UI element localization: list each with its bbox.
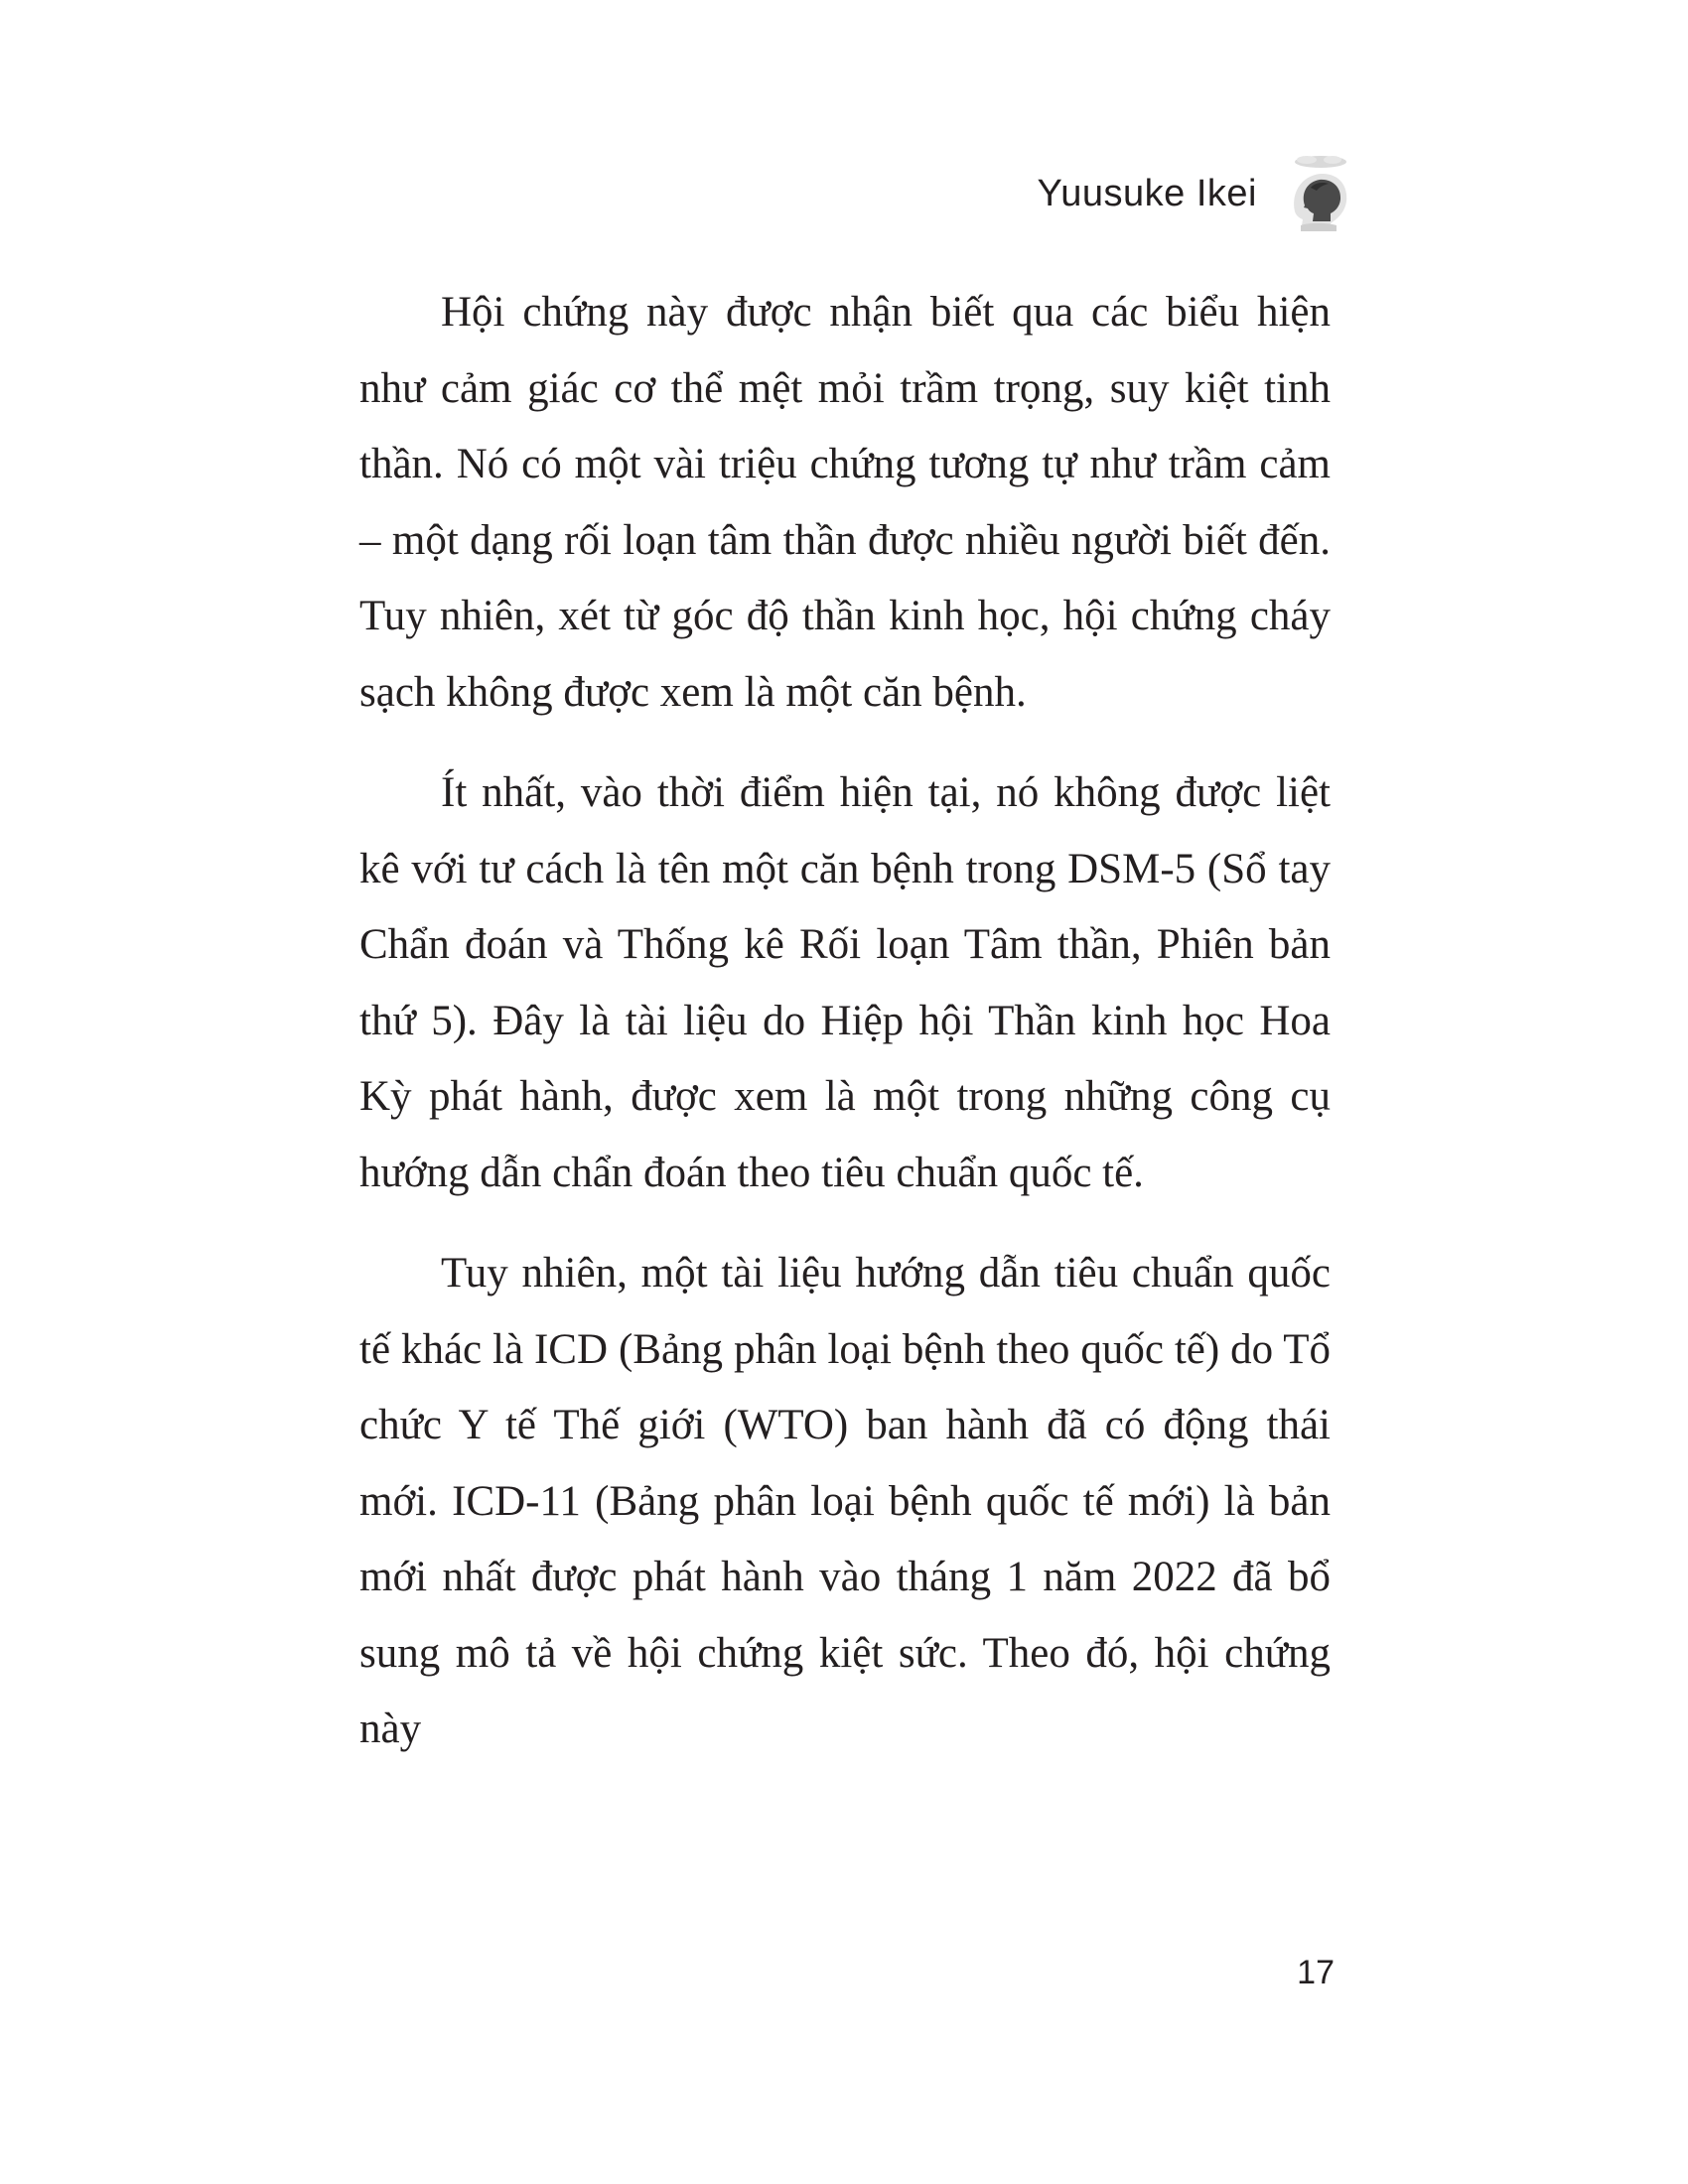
author-name: Yuusuke Ikei — [1037, 172, 1257, 214]
page-header — [1038, 149, 1350, 238]
paragraph-3: Tuy nhiên, một tài liệu hướng dẫn tiêu chuẩn quốc tế khác là ICD (Bảng phân loại bệnh theo quốc tế) do Tổ chức Y tế Thế giới (WTO) ban hành đã có động thái mới. ICD-11 (Bảng phân loại bệnh quốc tế mới) là bản mới nhất được phát hành vào tháng 1 năm 2022 đã bổ sung mô tả về hội chứng kiệt sức. Theo đó, hội chứng này — [359, 1250, 1331, 1752]
paragraph-1: Hội chứng này được nhận biết qua các biểu hiện như cảm giác cơ thể mệt mỏi trầm trọng, suy kiệt tinh thần. Nó có một vài triệu chứng tương tự như trầm cảm – một dạng rối loạn tâm thần được nhiều người biết đến. Tuy nhiên, xét từ góc độ thần kinh học, hội chứng cháy sạch không được xem là một căn bệnh. — [359, 289, 1331, 716]
person-head-profile-icon — [1287, 154, 1350, 233]
page-number: 17 — [1297, 1954, 1335, 1991]
body-text — [359, 275, 1331, 1793]
paragraph-2: Ít nhất, vào thời điểm hiện tại, nó không được liệt kê với tư cách là tên một căn bệnh trong DSM-5 (Sổ tay Chẩn đoán và Thống kê Rối loạn Tâm thần, Phiên bản thứ 5). Đây là tài liệu do Hiệp hội Thần kinh học Hoa Kỳ phát hành, được xem là một trong những công cụ hướng dẫn chẩn đoán theo tiêu chuẩn quốc tế. — [359, 769, 1331, 1196]
